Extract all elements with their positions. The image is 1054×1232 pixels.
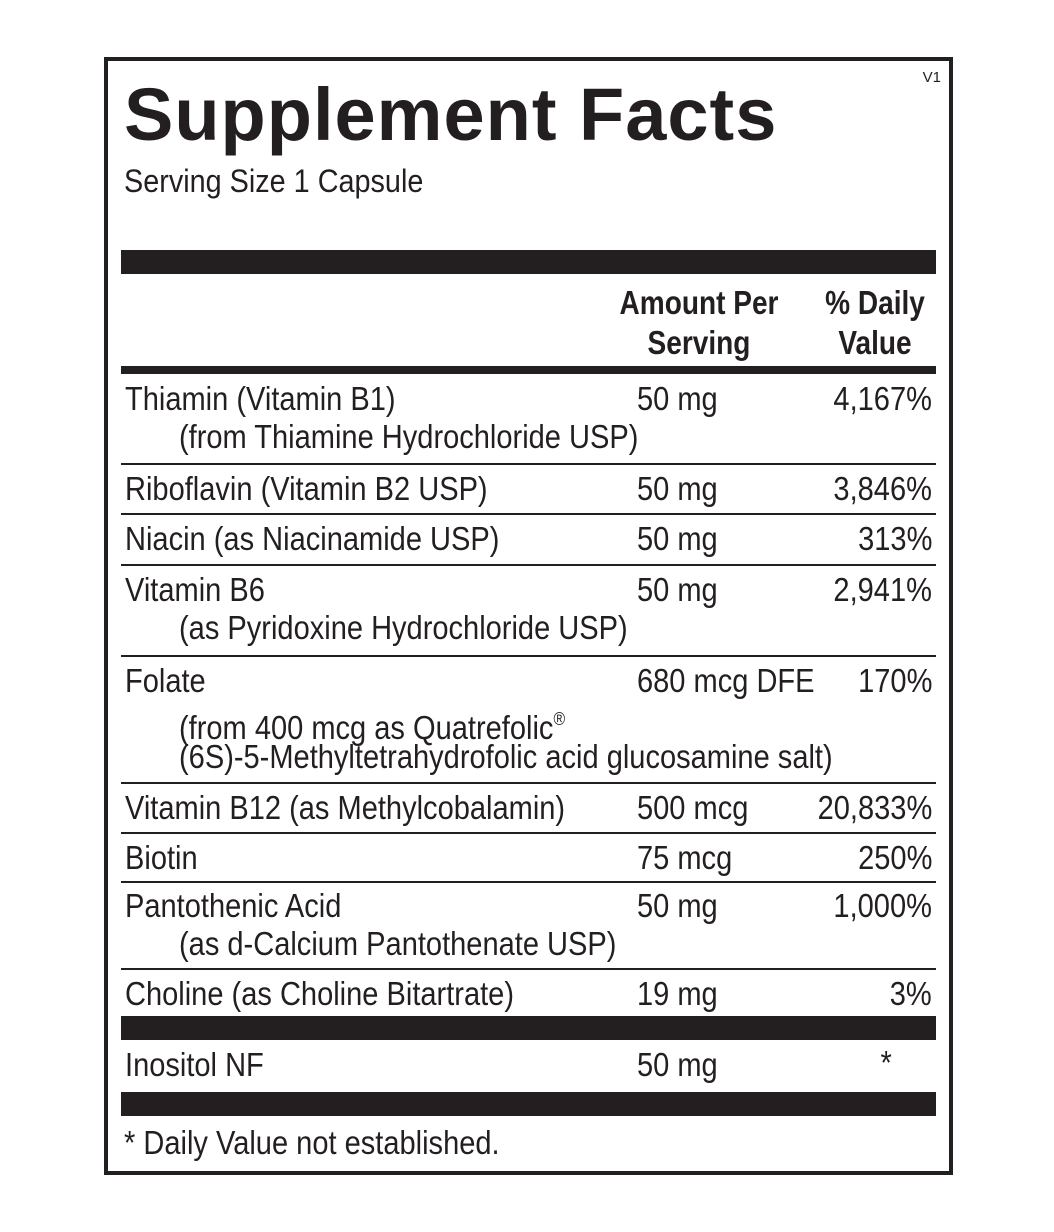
nutrient-daily-value: 250%	[857, 839, 932, 876]
ingredient-daily-value: *	[880, 1044, 892, 1081]
ingredient-amount: 50 mg	[637, 1046, 718, 1083]
dv-header-line2: Value	[838, 324, 912, 361]
nutrient-amount: 50 mg	[637, 520, 718, 557]
nutrient-table	[121, 374, 936, 1016]
section-divider-bar	[121, 1016, 936, 1040]
table-row	[121, 784, 936, 834]
nutrient-name: Folate	[125, 662, 206, 699]
amount-per-serving-header	[610, 283, 789, 363]
other-ingredients-table	[121, 1044, 936, 1094]
registered-mark: ®	[553, 709, 566, 729]
table-row	[121, 374, 936, 465]
nutrient-source-line2: (6S)-5-Methyltetrahydrofolic acid glucosamine salt)	[179, 738, 833, 775]
nutrient-source: (as d-Calcium Pantothenate USP)	[179, 925, 617, 962]
amount-header-line1: Amount Per	[619, 284, 779, 321]
nutrient-daily-value: 4,167%	[833, 380, 932, 417]
footnote: * Daily Value not established.	[124, 1124, 500, 1161]
serving-size: Serving Size 1 Capsule	[124, 163, 424, 199]
nutrient-amount: 50 mg	[637, 887, 718, 924]
nutrient-daily-value: 3,846%	[833, 470, 932, 507]
dv-header-line1: % Daily	[825, 284, 925, 321]
nutrient-daily-value: 1,000%	[833, 887, 932, 924]
table-row	[121, 515, 936, 566]
table-row	[121, 657, 936, 784]
version-code: V1	[922, 69, 941, 86]
column-header-rule	[121, 366, 936, 374]
table-row	[121, 465, 936, 515]
table-row	[121, 834, 936, 883]
nutrient-name: Pantothenic Acid	[125, 887, 342, 924]
label-title: Supplement Facts	[124, 73, 778, 156]
amount-header-line2: Serving	[647, 324, 751, 361]
nutrient-name: Vitamin B6	[125, 571, 265, 608]
nutrient-source-text: (from 400 mcg as Quatrefolic	[179, 709, 554, 746]
nutrient-amount: 50 mg	[637, 571, 718, 608]
nutrient-daily-value: 3%	[890, 975, 932, 1012]
table-row	[121, 566, 936, 657]
nutrient-name: Biotin	[125, 839, 198, 876]
header-bar	[121, 250, 936, 274]
table-row	[121, 1044, 936, 1094]
table-row	[121, 883, 936, 970]
supplement-facts-panel	[104, 57, 953, 1175]
nutrient-amount: 50 mg	[637, 380, 718, 417]
nutrient-name: Thiamin (Vitamin B1)	[125, 380, 396, 417]
table-row	[121, 970, 936, 1016]
nutrient-amount: 680 mcg DFE	[637, 662, 815, 699]
nutrient-amount: 19 mg	[637, 975, 718, 1012]
footer-bar	[121, 1092, 936, 1116]
nutrient-name: Riboflavin (Vitamin B2 USP)	[125, 470, 488, 507]
nutrient-name: Vitamin B12 (as Methylcobalamin)	[125, 789, 566, 826]
nutrient-daily-value: 2,941%	[833, 571, 932, 608]
nutrient-daily-value: 170%	[857, 662, 932, 699]
nutrient-source: (as Pyridoxine Hydrochloride USP)	[179, 609, 628, 646]
nutrient-name: Choline (as Choline Bitartrate)	[125, 975, 515, 1012]
daily-value-header	[811, 283, 939, 363]
nutrient-source: (from Thiamine Hydrochloride USP)	[179, 418, 639, 455]
nutrient-daily-value: 20,833%	[817, 789, 932, 826]
nutrient-amount: 75 mcg	[637, 839, 733, 876]
nutrient-amount: 500 mcg	[637, 789, 749, 826]
nutrient-amount: 50 mg	[637, 470, 718, 507]
nutrient-daily-value: 313%	[857, 520, 932, 557]
nutrient-name: Niacin (as Niacinamide USP)	[125, 520, 500, 557]
ingredient-name: Inositol NF	[125, 1046, 264, 1083]
